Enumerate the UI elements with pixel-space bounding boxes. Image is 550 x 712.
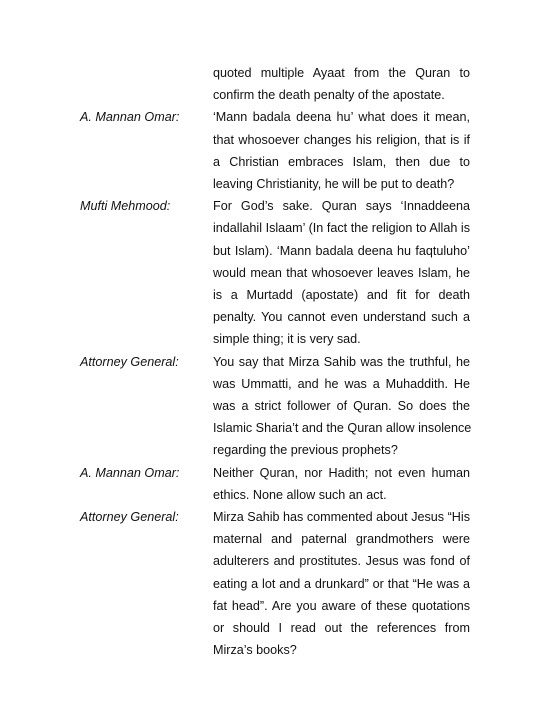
dialogue-line: indallahil Islaam’ (In fact the religion to Allah is	[213, 221, 470, 236]
dialogue-line: confirm the death penalty of the apostate.	[213, 88, 445, 103]
dialogue-line: regarding the previous prophets?	[213, 443, 398, 458]
speaker-name: Mufti Mehmood:	[80, 199, 171, 214]
dialogue-line: was Ummatti, and he was a Muhaddith. He	[213, 376, 470, 391]
dialogue-line: would mean that whosoever leaves Islam, he	[213, 265, 470, 280]
dialogue-line: Islamic Sharia’t and the Quran allow insolence	[213, 421, 472, 436]
dialogue-line: was a strict follower of Quran. So does the	[213, 398, 470, 413]
dialogue-line: eating a lot and a drunkard” or that “He was a	[213, 576, 470, 591]
dialogue-line: Neither Quran, nor Hadith; not even human	[213, 465, 470, 480]
dialogue-line: leaving Christianity, he will be put to death?	[213, 176, 455, 191]
dialogue-line: adulterers and prostitutes. Jesus was fond of	[213, 554, 470, 569]
dialogue-line: Mirza’s books?	[213, 643, 297, 658]
dialogue-line: a Christian embraces Islam, then due to	[213, 154, 470, 169]
dialogue-line: but Islam). ‘Mann badala deena hu faqtuluho’	[213, 243, 470, 258]
dialogue-line: or should I read out the references from	[213, 621, 470, 635]
speaker-name: A. Mannan Omar:	[80, 465, 180, 480]
dialogue-line: You say that Mirza Sahib was the truthful, he	[213, 354, 470, 369]
speaker-name: Attorney General:	[80, 354, 179, 369]
dialogue-line: penalty. You cannot even understand such a	[213, 310, 470, 325]
dialogue-line: quoted multiple Ayaat from the Quran to	[213, 66, 470, 80]
dialogue-line: is a Murtadd (apostate) and fit for death	[213, 287, 470, 302]
dialogue-line: that whosoever changes his religion, that is if	[213, 132, 470, 147]
dialogue-line: simple thing; it is very sad.	[213, 332, 361, 347]
dialogue-line: fat head”. Are you aware of these quotations	[213, 598, 470, 613]
dialogue-line: ‘Mann badala deena hu’ what does it mean,	[213, 110, 470, 125]
dialogue-line: ethics. None allow such an act.	[213, 487, 387, 502]
dialogue-line: maternal and paternal grandmothers were	[213, 532, 470, 547]
dialogue-line: For God’s sake. Quran says ‘Innaddeena	[213, 199, 470, 214]
speaker-name: A. Mannan Omar:	[80, 110, 180, 125]
dialogue-line: Mirza Sahib has commented about Jesus “His	[213, 510, 470, 524]
speaker-name: Attorney General:	[80, 510, 179, 524]
